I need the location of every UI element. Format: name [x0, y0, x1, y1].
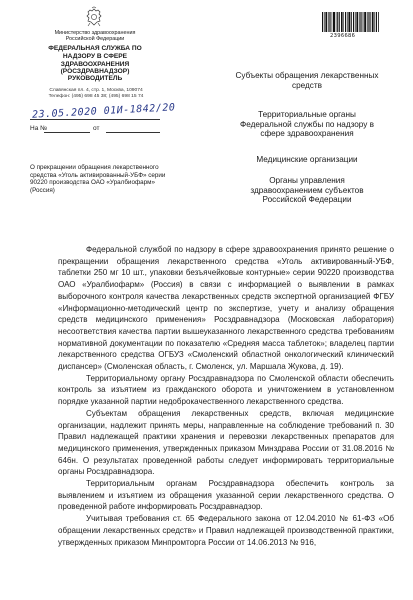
phone-line: Телефон: (495) 698 45 38; (495) 698 15 74 — [48, 94, 144, 99]
position-title: РУКОВОДИТЕЛЬ — [67, 75, 123, 82]
body-paragraph: Территориальным органам Росздравнадзора обеспечить контроль за выявлением и изъятием из обращения указанной серии лекарственного средства. О проведенной работе информировать Росздравнадзор. — [58, 479, 394, 512]
letter-subject: О прекращении обращения лекарственного средства «Уголь активированный-УБФ» серии 90220 производства ОАО «Уралбиофарм» (Россия) — [30, 164, 166, 194]
agency-address — [44, 88, 148, 100]
addressee-3: Медицинские организации — [256, 155, 358, 164]
letter-body — [58, 244, 394, 548]
agency-name: ФЕДЕРАЛЬНАЯ СЛУЖБА ПО НАДЗОРУ В СФЕРЕ ЗДРАВООХРАНЕНИЯ (РОСЗДРАВНАДЗОР) — [48, 45, 142, 76]
addressee-4: Органы управления здравоохранением субъектов Российской Федерации — [250, 176, 364, 205]
registration-line — [30, 102, 176, 121]
handwritten-registration: 23.05.2020 01И-1842/20 — [31, 102, 176, 121]
na-label: На № — [30, 125, 48, 132]
barcode-number: 2396686 — [330, 33, 356, 39]
address-line: Славянская пл. 4, стр. 1, Москва, 109074 — [49, 88, 143, 93]
reference-line — [30, 124, 160, 134]
coat-of-arms-emblem — [83, 6, 105, 28]
ministry-name: Министерство здравоохранения Российской Федерации — [54, 30, 136, 43]
addressee-2: Территориальные органы Федеральной службы по надзору в сфере здравоохранения — [240, 110, 374, 139]
addressee-1: Субъекты обращения лекарственных средств — [235, 71, 379, 90]
body-paragraph: Субъектам обращения лекарственных средств, включая медицинские организации, надлежит принять меры, направленные на соблюдение требований п. 30 Правил надлежащей практики хранения и перевозки лекарственных препаратов для медицинского применения, утвержденных приказом Минздрава России от 31.08.2016 № 646н. О результатах проведенной работы следует информировать территориальные органы Росздравнадзора. — [58, 408, 394, 477]
body-paragraph: Территориальному органу Росздравнадзора по Смоленской области обеспечить контроль за изъятием из гражданского оборота и уничтожением в установленном порядке указанной партии недоброкачественного лекарственного средства. — [58, 373, 394, 407]
underline — [106, 132, 160, 133]
barcode-image — [322, 12, 380, 32]
body-paragraph: Федеральной службой по надзору в сфере здравоохранения принято решение о прекращении обращения лекарственного средства «Уголь активированный-УБФ, таблетки 250 мг 10 шт., упаковки безъячейковые контурные» серии 90220 производства ОАО «Уралбиофарм» (Россия) в связи с информацией о выявлении в рамках выборочного контроля качества лекарственных средств экспертной организацией ФГБУ «Информационно-методический центр по экспертизе, учету и анализу обращения средств медицинского применения» Росздравнадзора (Московская лаборатория) несоответствия качества партии вышеуказанного лекарственного средства требованиям нормативной документации по показателю «Средняя масса таблеток»; владелец партии лекарственного средства ОГБУЗ «Смоленский областной онкологический клинический диспансер» (Смоленская область, г. Смоленск, ул. Маршала Жукова, д. 19). — [58, 245, 394, 372]
ot-label: от — [93, 125, 100, 132]
body-paragraph: Учитывая требования ст. 65 Федерального закона от 12.04.2010 № 61-ФЗ «Об обращении лекарственных средств» и Правил надлежащей производственной практики, утвержденных приказом Минпромторга России от 14.06.2013 № 916, — [58, 514, 394, 547]
underline — [44, 132, 90, 133]
underline — [30, 119, 160, 120]
